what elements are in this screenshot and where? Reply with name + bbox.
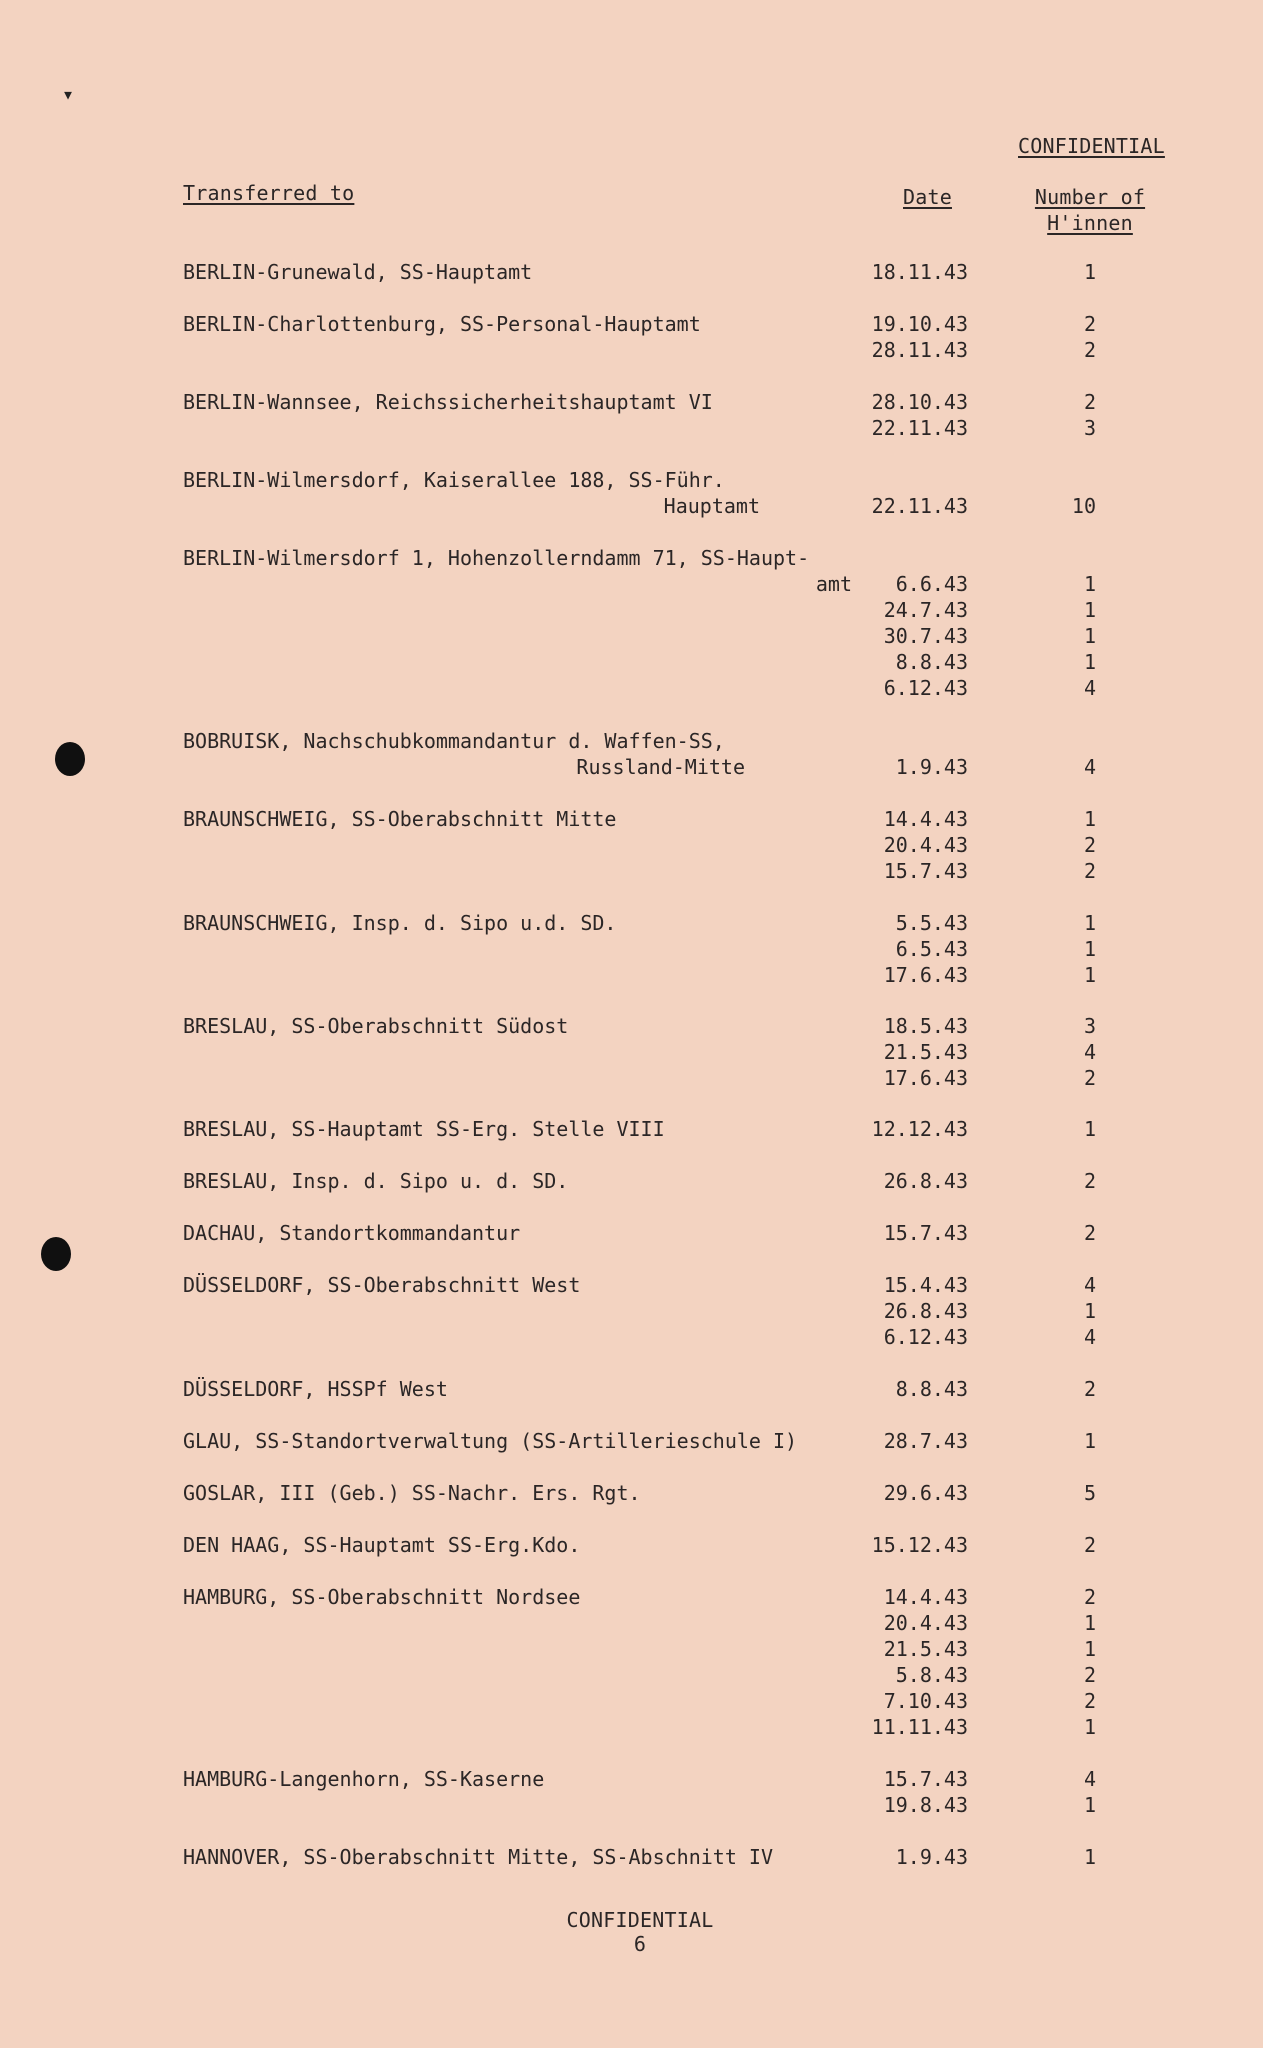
entry-date: 28.11.43 <box>871 338 968 362</box>
entry-numbers <box>1060 493 1096 519</box>
entry-numbers <box>1060 1428 1096 1454</box>
entry-number: 2 <box>1083 833 1096 857</box>
entry-dates <box>820 259 968 285</box>
entry-number: 1 <box>1083 598 1096 622</box>
entry-number: 1 <box>1083 1793 1096 1817</box>
entry-number: 1 <box>1083 260 1096 284</box>
entry-destination: DACHAU, Standortkommandantur <box>183 1221 521 1245</box>
entry-numbers <box>1060 1844 1096 1870</box>
col-number-header-line1: Number of <box>1034 185 1146 209</box>
entry-number: 2 <box>1083 1169 1096 1193</box>
entry-number: 3 <box>1083 416 1096 440</box>
entry-dates <box>820 1116 968 1142</box>
entry-numbers <box>1060 806 1096 884</box>
entry-number: 1 <box>1083 1429 1096 1453</box>
entry-date: 18.5.43 <box>883 1014 968 1038</box>
entry-numbers <box>1060 1766 1096 1818</box>
entry-destination: BERLIN-Wannsee, Reichssicherheitshauptamt VI <box>183 390 713 414</box>
entry-numbers <box>1060 311 1096 363</box>
entry-date: 24.7.43 <box>883 598 968 622</box>
entry-dates <box>820 910 968 988</box>
entry-number: 4 <box>1083 755 1096 779</box>
entry-date: 19.8.43 <box>883 1793 968 1817</box>
entry-numbers <box>1060 1376 1096 1402</box>
entry-date: 5.5.43 <box>895 911 968 935</box>
entry-number: 4 <box>1083 1767 1096 1791</box>
entry-number: 1 <box>1083 1299 1096 1323</box>
entry-numbers <box>1060 1584 1096 1740</box>
entry-date: 6.5.43 <box>895 937 968 961</box>
entry-date: 21.5.43 <box>883 1040 968 1064</box>
entry-number: 4 <box>1083 676 1096 700</box>
entry-number: 2 <box>1083 859 1096 883</box>
entry-numbers <box>1060 1013 1096 1091</box>
entry-destination: BERLIN-Wilmersdorf, Kaiserallee 188, SS-Führ. <box>183 468 725 492</box>
entry-date: 8.8.43 <box>895 650 968 674</box>
entry-destination: BOBRUISK, Nachschubkommandantur d. Waffen-SS, <box>183 729 725 753</box>
entry-date: 14.4.43 <box>883 1585 968 1609</box>
confidential-bottom: CONFIDENTIAL <box>566 1908 714 1932</box>
entry-number: 1 <box>1083 963 1096 987</box>
entry-destination: DÜSSELDORF, HSSPf West <box>183 1377 448 1401</box>
entry-number: 1 <box>1083 1845 1096 1869</box>
entry-dates <box>820 493 968 519</box>
entry-number: 2 <box>1083 338 1096 362</box>
entry-date: 15.4.43 <box>883 1273 968 1297</box>
entry-dates <box>820 1272 968 1350</box>
entry-destination: HAMBURG-Langenhorn, SS-Kaserne <box>183 1767 545 1791</box>
entry-number: 1 <box>1083 1715 1096 1739</box>
entry-date: 11.11.43 <box>871 1715 968 1739</box>
entry-dates <box>820 754 968 780</box>
entry-destination-continued: Russland-Mitte <box>576 755 745 779</box>
entry-date: 28.10.43 <box>871 390 968 414</box>
corner-mark: ▾ <box>62 82 75 106</box>
entry-date: 26.8.43 <box>883 1299 968 1323</box>
entry-numbers <box>1060 754 1096 780</box>
entry-dates <box>820 1376 968 1402</box>
entry-number: 4 <box>1083 1273 1096 1297</box>
entry-numbers <box>1060 1272 1096 1350</box>
entry-date: 12.12.43 <box>871 1117 968 1141</box>
entry-number: 2 <box>1083 1066 1096 1090</box>
entry-date: 6.6.43 <box>895 572 968 596</box>
entry-number: 5 <box>1083 1481 1096 1505</box>
entry-numbers <box>1060 389 1096 441</box>
entry-dates <box>820 806 968 884</box>
entry-numbers <box>1060 571 1096 701</box>
entry-date: 15.7.43 <box>883 1221 968 1245</box>
entry-date: 15.12.43 <box>871 1533 968 1557</box>
entry-dates <box>820 1428 968 1454</box>
entry-number: 2 <box>1083 1377 1096 1401</box>
entry-date: 1.9.43 <box>895 755 968 779</box>
entry-number: 2 <box>1083 1663 1096 1687</box>
entry-date: 8.8.43 <box>895 1377 968 1401</box>
entry-date: 7.10.43 <box>883 1689 968 1713</box>
entry-dates <box>820 1013 968 1091</box>
entry-number: 1 <box>1083 807 1096 831</box>
entry-date: 14.4.43 <box>883 807 968 831</box>
entry-number: 2 <box>1083 1585 1096 1609</box>
entry-dates <box>820 1168 968 1194</box>
entry-date: 6.12.43 <box>883 676 968 700</box>
entry-number: 4 <box>1083 1325 1096 1349</box>
entry-number: 2 <box>1083 1221 1096 1245</box>
entry-destination: GOSLAR, III (Geb.) SS-Nachr. Ers. Rgt. <box>183 1481 641 1505</box>
entry-destination: BRAUNSCHWEIG, Insp. d. Sipo u.d. SD. <box>183 911 617 935</box>
entry-date: 15.7.43 <box>883 1767 968 1791</box>
entry-numbers <box>1060 1480 1096 1506</box>
col-number-header-line2: H'innen <box>1047 211 1133 235</box>
entry-number: 1 <box>1083 650 1096 674</box>
entry-number: 1 <box>1083 937 1096 961</box>
entry-destination: DÜSSELDORF, SS-Oberabschnitt West <box>183 1273 581 1297</box>
entry-date: 17.6.43 <box>883 963 968 987</box>
entry-dates <box>820 1220 968 1246</box>
entry-number: 1 <box>1083 1611 1096 1635</box>
entry-destination: BERLIN-Wilmersdorf 1, Hohenzollerndamm 71, SS-Haupt- <box>183 546 810 570</box>
entry-date: 22.11.43 <box>871 416 968 440</box>
entry-numbers <box>1060 910 1096 988</box>
entry-date: 18.11.43 <box>871 260 968 284</box>
confidential-top: CONFIDENTIAL <box>1018 134 1165 158</box>
entry-date: 26.8.43 <box>883 1169 968 1193</box>
entry-date: 28.7.43 <box>883 1429 968 1453</box>
entry-destination: HANNOVER, SS-Oberabschnitt Mitte, SS-Abschnitt IV <box>183 1845 774 1869</box>
entry-number: 1 <box>1083 624 1096 648</box>
entry-destination: BERLIN-Grunewald, SS-Hauptamt <box>183 260 533 284</box>
entry-destination: BRESLAU, SS-Oberabschnitt Südost <box>183 1014 569 1038</box>
entry-destination: DEN HAAG, SS-Hauptamt SS-Erg.Kdo. <box>183 1533 581 1557</box>
entry-numbers <box>1060 1116 1096 1142</box>
entry-numbers <box>1060 1220 1096 1246</box>
entry-dates <box>820 571 968 701</box>
entry-number: 10 <box>1071 494 1096 518</box>
entry-date: 29.6.43 <box>883 1481 968 1505</box>
entry-date: 21.5.43 <box>883 1637 968 1661</box>
page-number: 6 <box>633 1932 647 1956</box>
entry-date: 5.8.43 <box>895 1663 968 1687</box>
entry-date: 19.10.43 <box>871 312 968 336</box>
entry-number: 2 <box>1083 390 1096 414</box>
entry-number: 2 <box>1083 1689 1096 1713</box>
entry-number: 1 <box>1083 1637 1096 1661</box>
entry-numbers <box>1060 1168 1096 1194</box>
entry-destination: BRESLAU, Insp. d. Sipo u. d. SD. <box>183 1169 569 1193</box>
entry-date: 1.9.43 <box>895 1845 968 1869</box>
entry-dates <box>820 1584 968 1740</box>
entry-number: 3 <box>1083 1014 1096 1038</box>
entry-destination: BRAUNSCHWEIG, SS-Oberabschnitt Mitte <box>183 807 617 831</box>
entry-destination: BERLIN-Charlottenburg, SS-Personal-Hauptamt <box>183 312 701 336</box>
entry-date: 6.12.43 <box>883 1325 968 1349</box>
entry-destination-continued: amt <box>815 572 852 596</box>
entry-numbers <box>1060 1532 1096 1558</box>
entry-date: 20.4.43 <box>883 1611 968 1635</box>
entry-number: 2 <box>1083 312 1096 336</box>
entry-destination: HAMBURG, SS-Oberabschnitt Nordsee <box>183 1585 581 1609</box>
entry-date: 17.6.43 <box>883 1066 968 1090</box>
entry-number: 4 <box>1083 1040 1096 1064</box>
entry-destination: GLAU, SS-Standortverwaltung (SS-Artillerieschule I) <box>183 1429 798 1453</box>
entry-number: 1 <box>1083 1117 1096 1141</box>
col-transferred-header: Transferred to <box>183 181 355 205</box>
entry-date: 20.4.43 <box>883 833 968 857</box>
entry-numbers <box>1060 259 1096 285</box>
entry-dates <box>820 311 968 363</box>
entry-destination-continued: Hauptamt <box>663 494 760 518</box>
entry-dates <box>820 1532 968 1558</box>
entry-date: 22.11.43 <box>871 494 968 518</box>
entry-dates <box>820 1766 968 1818</box>
entry-destination: BRESLAU, SS-Hauptamt SS-Erg. Stelle VIII <box>183 1117 665 1141</box>
punch-hole <box>41 1237 71 1271</box>
entry-dates <box>820 1480 968 1506</box>
entry-date: 30.7.43 <box>883 624 968 648</box>
entry-date: 15.7.43 <box>883 859 968 883</box>
entry-dates <box>820 389 968 441</box>
entry-number: 2 <box>1083 1533 1096 1557</box>
entry-number: 1 <box>1083 572 1096 596</box>
entry-dates <box>820 1844 968 1870</box>
entry-number: 1 <box>1083 911 1096 935</box>
col-date-header: Date <box>903 185 952 209</box>
